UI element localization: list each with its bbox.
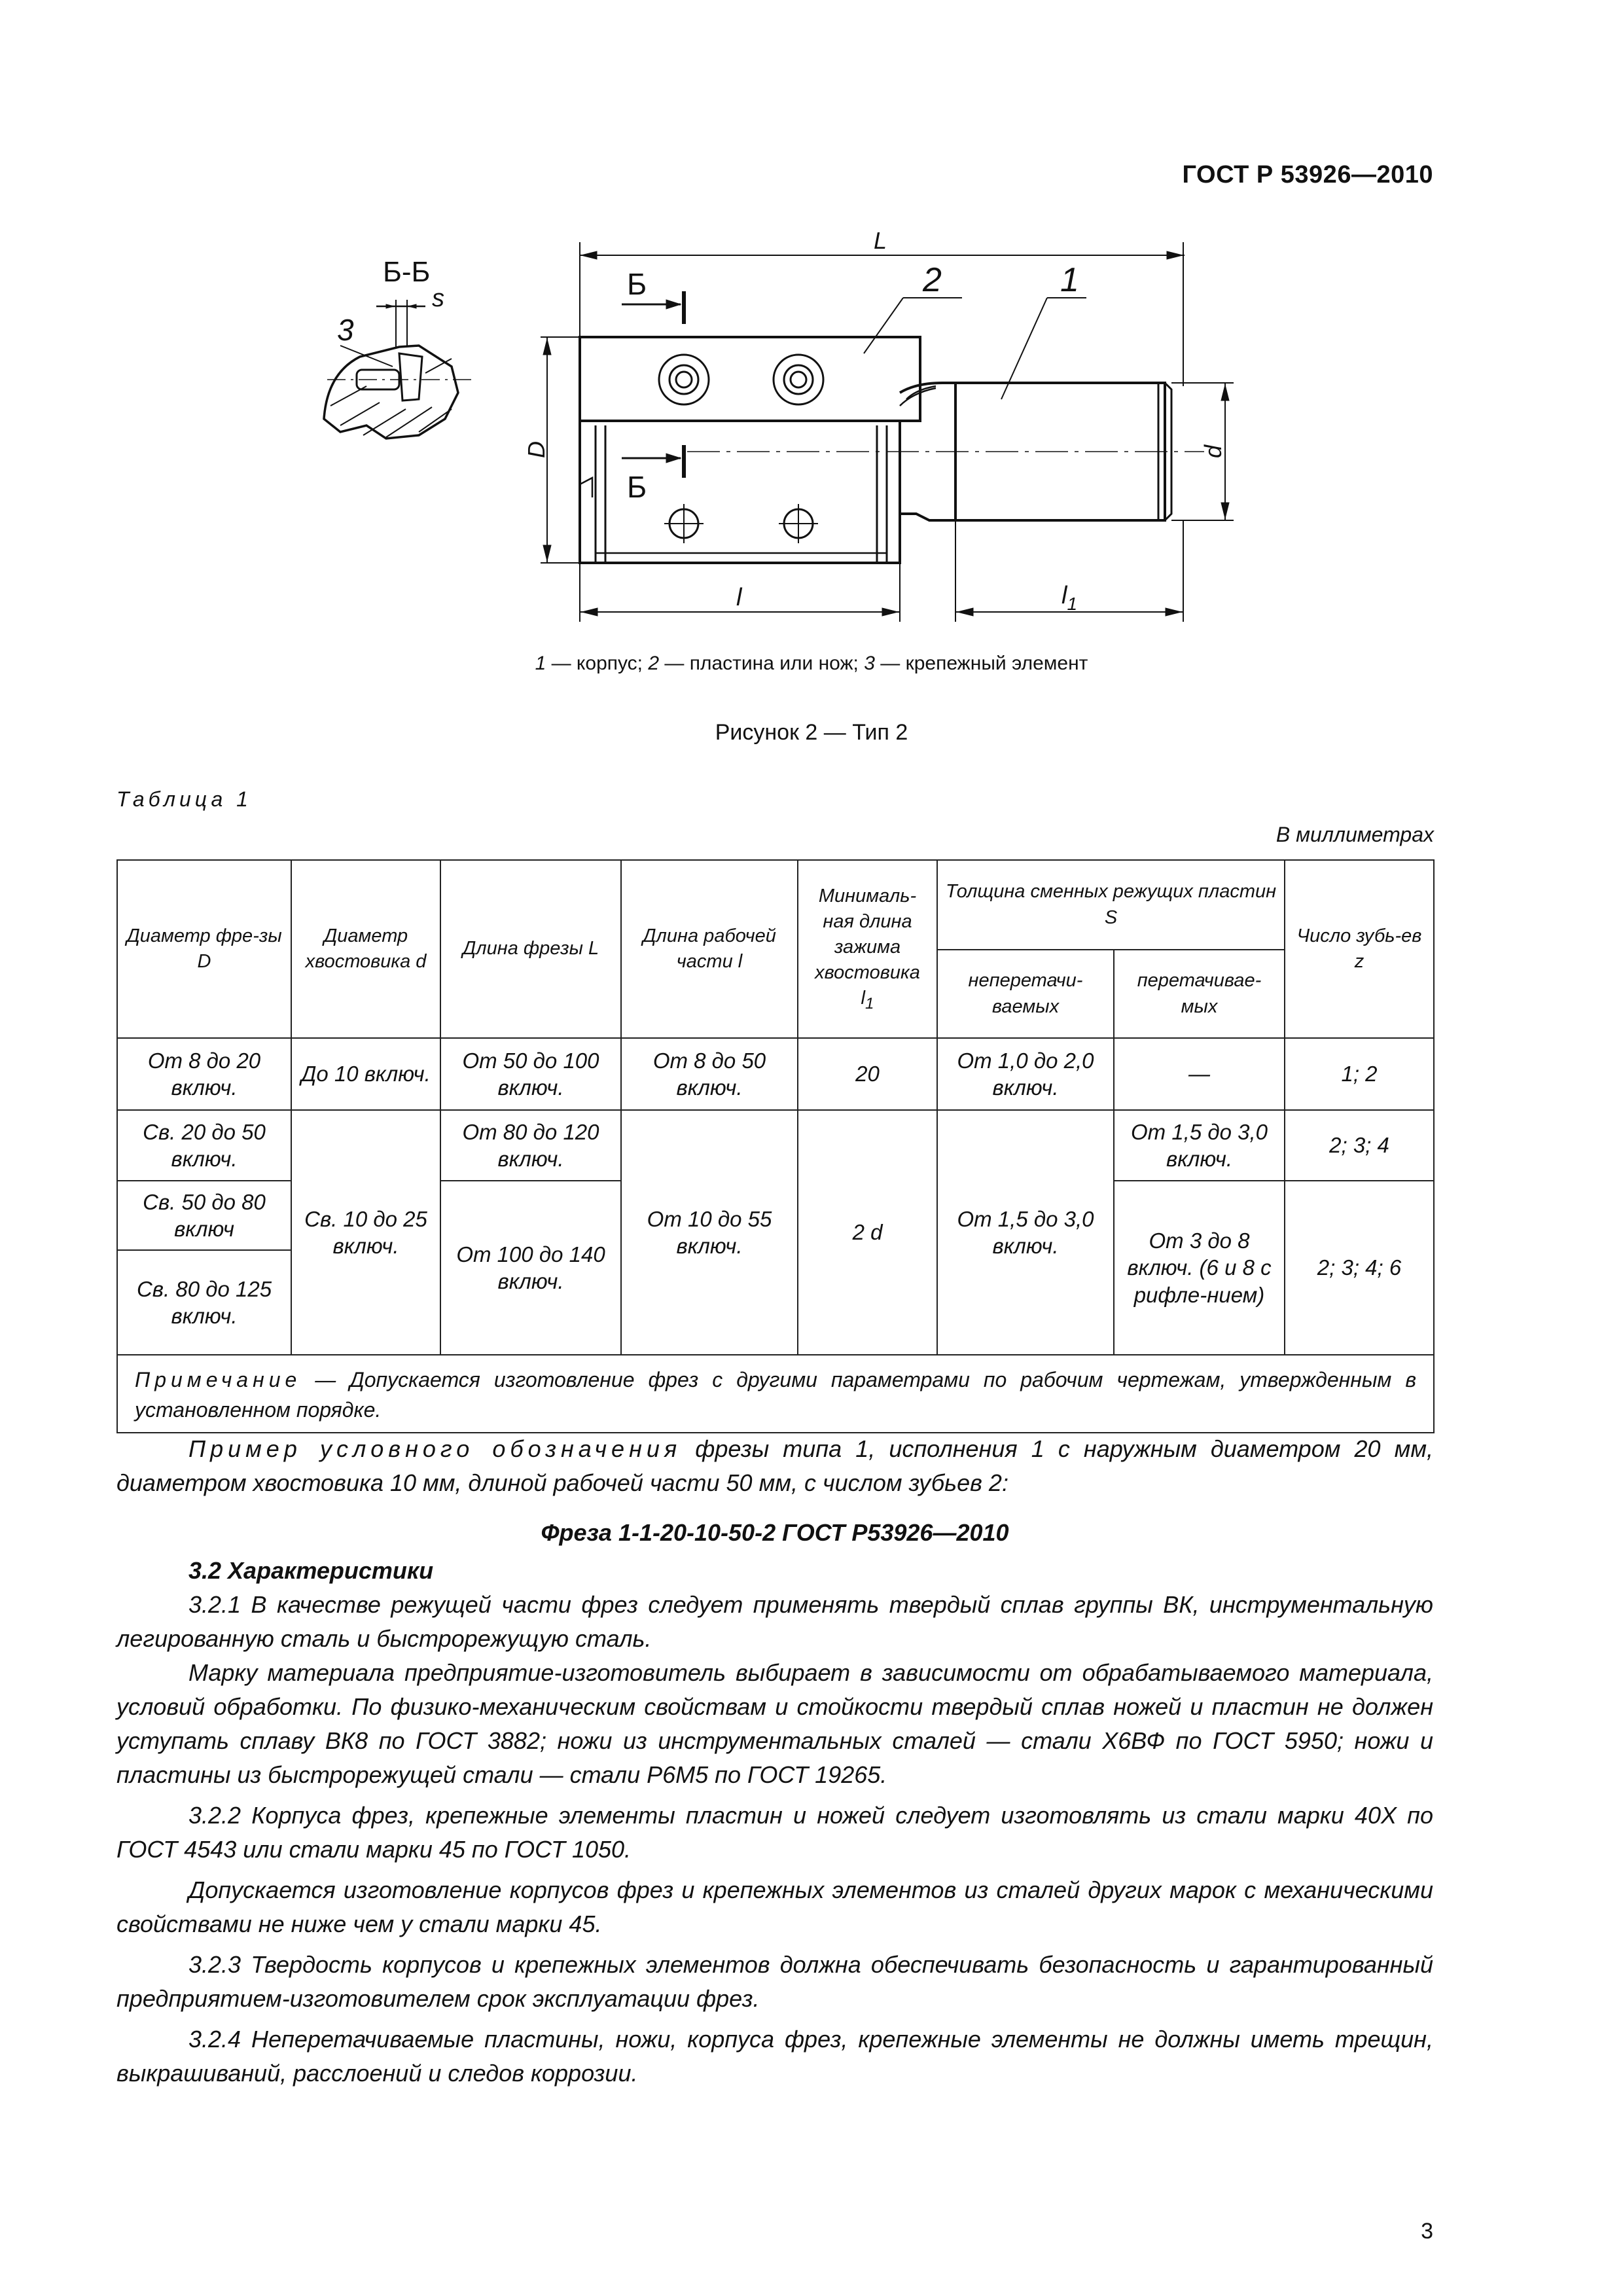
paragraph-3-2-1: 3.2.1 В качестве режущей части фрез следует применять твердый сплав группы ВК, инструментальную легированную сталь и быстрорежущую сталь. xyxy=(116,1591,1433,1652)
header-L: Длина фрезы L xyxy=(440,860,621,1038)
cell: От 1,5 до 3,0 включ. xyxy=(1114,1110,1285,1181)
cell: Св. 50 до 80 включ xyxy=(117,1181,291,1250)
designation: Фреза 1-1-20-10-50-2 ГОСТ Р53926—2010 xyxy=(541,1519,1009,1546)
table-row xyxy=(117,1110,1434,1181)
figure-legend: 1 — корпус; 2 — пластина или нож; 3 — крепежный элемент xyxy=(535,653,1088,674)
table-note-row xyxy=(117,1355,1434,1433)
section-label: Б-Б xyxy=(383,256,431,288)
dim-D-label: D xyxy=(523,441,550,458)
cell: От 8 до 50 включ. xyxy=(621,1038,798,1110)
header-D: Диаметр фре-зы D xyxy=(117,860,291,1038)
table-units: В миллиметрах xyxy=(1275,823,1434,846)
figure-title: Рисунок 2 — Тип 2 xyxy=(715,720,908,745)
paragraph-3-2-2: 3.2.2 Корпуса фрез, крепежные элементы пластин и ножей следует изготовлять из стали марки 40Х по ГОСТ 4543 или стали марки 45 по ГОСТ 1050. xyxy=(116,1802,1433,1863)
main-view xyxy=(523,227,1234,622)
cell: От 50 до 100 включ. xyxy=(440,1038,621,1110)
callout-1: 1 xyxy=(1060,261,1079,299)
dim-l-label: l xyxy=(736,584,742,611)
cell: От 80 до 120 включ. xyxy=(440,1110,621,1181)
header-S-non-regrind: неперетачи-ваемых xyxy=(937,950,1114,1038)
dim-l1-label: $l_1$ xyxy=(1061,582,1078,614)
cell: Св. 20 до 50 включ. xyxy=(117,1110,291,1181)
section-view xyxy=(324,256,471,439)
cell: До 10 включ. xyxy=(291,1038,440,1110)
paragraph-3-2-3: 3.2.3 Твердость корпусов и крепежных элементов должна обеспечивать безопасность и гарантированный предприятием-изготовителем срок эксплуатации фрез. xyxy=(116,1951,1433,2012)
example-paragraph: Пример условного обозначения фрезы типа 1, исполнения 1 с наружным диаметром 20 мм, диаметром хвостовика 10 мм, длиной рабочей части 50 мм, с числом зубьев 2: xyxy=(116,1435,1433,1496)
dim-d-label: d xyxy=(1200,444,1226,458)
spec-table xyxy=(116,859,1435,1433)
cell: 20 xyxy=(798,1038,937,1110)
cell: 2 d xyxy=(798,1110,937,1355)
header-z: Число зубь-ев z xyxy=(1285,860,1434,1038)
dim-L-label: L xyxy=(874,227,887,254)
cell: — xyxy=(1114,1038,1285,1110)
cell: 1; 2 xyxy=(1285,1038,1434,1110)
cell: От 1,0 до 2,0 включ. xyxy=(937,1038,1114,1110)
cell: От 8 до 20 включ. xyxy=(117,1038,291,1110)
header-S-regrind: перетачивае-мых xyxy=(1114,950,1285,1038)
header-d: Диаметр хвостовика d xyxy=(291,860,440,1038)
cell: От 3 до 8 включ. (6 и 8 с рифле-нием) xyxy=(1114,1181,1285,1355)
section-mark-top: Б xyxy=(627,267,647,301)
table-label: Таблица 1 xyxy=(116,787,252,811)
cell: От 1,5 до 3,0 включ. xyxy=(937,1110,1114,1355)
body-text xyxy=(116,1432,1433,2090)
cutter-drawing xyxy=(0,0,1623,655)
paragraph-allow: Допускается изготовление корпусов фрез и крепежных элементов из сталей других марок с механическими свойствами не ниже чем у стали марки 45. xyxy=(116,1876,1433,1937)
cell: 2; 3; 4; 6 xyxy=(1285,1181,1434,1355)
table-row xyxy=(117,1038,1434,1110)
s-label: s xyxy=(432,285,444,312)
cell: 2; 3; 4 xyxy=(1285,1110,1434,1181)
figure-2 xyxy=(0,0,1623,745)
paragraph-material: Марку материала предприятие-изготовитель выбирает в зависимости от обрабатываемого материала, условий обработки. По физико-механическим свойствам и стойкости твердый сплав ножей и пластин не должен уступать сплаву ВК8 по ГОСТ 3882; ножи из инструментальных сталей — стали Х6ВФ по ГОСТ 5950; ножи и пластины из быстрорежущей стали — стали Р6М5 по ГОСТ 19265. xyxy=(116,1659,1433,1788)
standard-code: ГОСТ Р 53926—2010 xyxy=(1182,161,1433,188)
table-note: Примечание — Допускается изготовление фрез с другими параметрами по рабочим чертежам, утвержденным в установленном порядке. xyxy=(117,1355,1434,1433)
section-heading: 3.2 Характеристики xyxy=(188,1557,434,1584)
callout-2: 2 xyxy=(923,261,942,299)
cell: От 10 до 55 включ. xyxy=(621,1110,798,1355)
header-l: Длина рабочей части l xyxy=(621,860,798,1038)
cell: Св. 10 до 25 включ. xyxy=(291,1110,440,1355)
header-l1: Минималь-ная длина зажима хвостовика $l_1$ xyxy=(798,860,937,1038)
paragraph-3-2-4: 3.2.4 Неперетачиваемые пластины, ножи, корпуса фрез, крепежные элементы не должны иметь трещин, выкрашиваний, расслоений и следов коррозии. xyxy=(116,2026,1433,2087)
page-number: 3 xyxy=(1421,2219,1433,2244)
callout-3: 3 xyxy=(337,313,354,347)
cell: Св. 80 до 125 включ. xyxy=(117,1250,291,1355)
cell: От 100 до 140 включ. xyxy=(440,1181,621,1355)
section-mark-bottom: Б xyxy=(627,470,647,504)
header-S: Толщина сменных режущих пластин S xyxy=(937,860,1285,950)
